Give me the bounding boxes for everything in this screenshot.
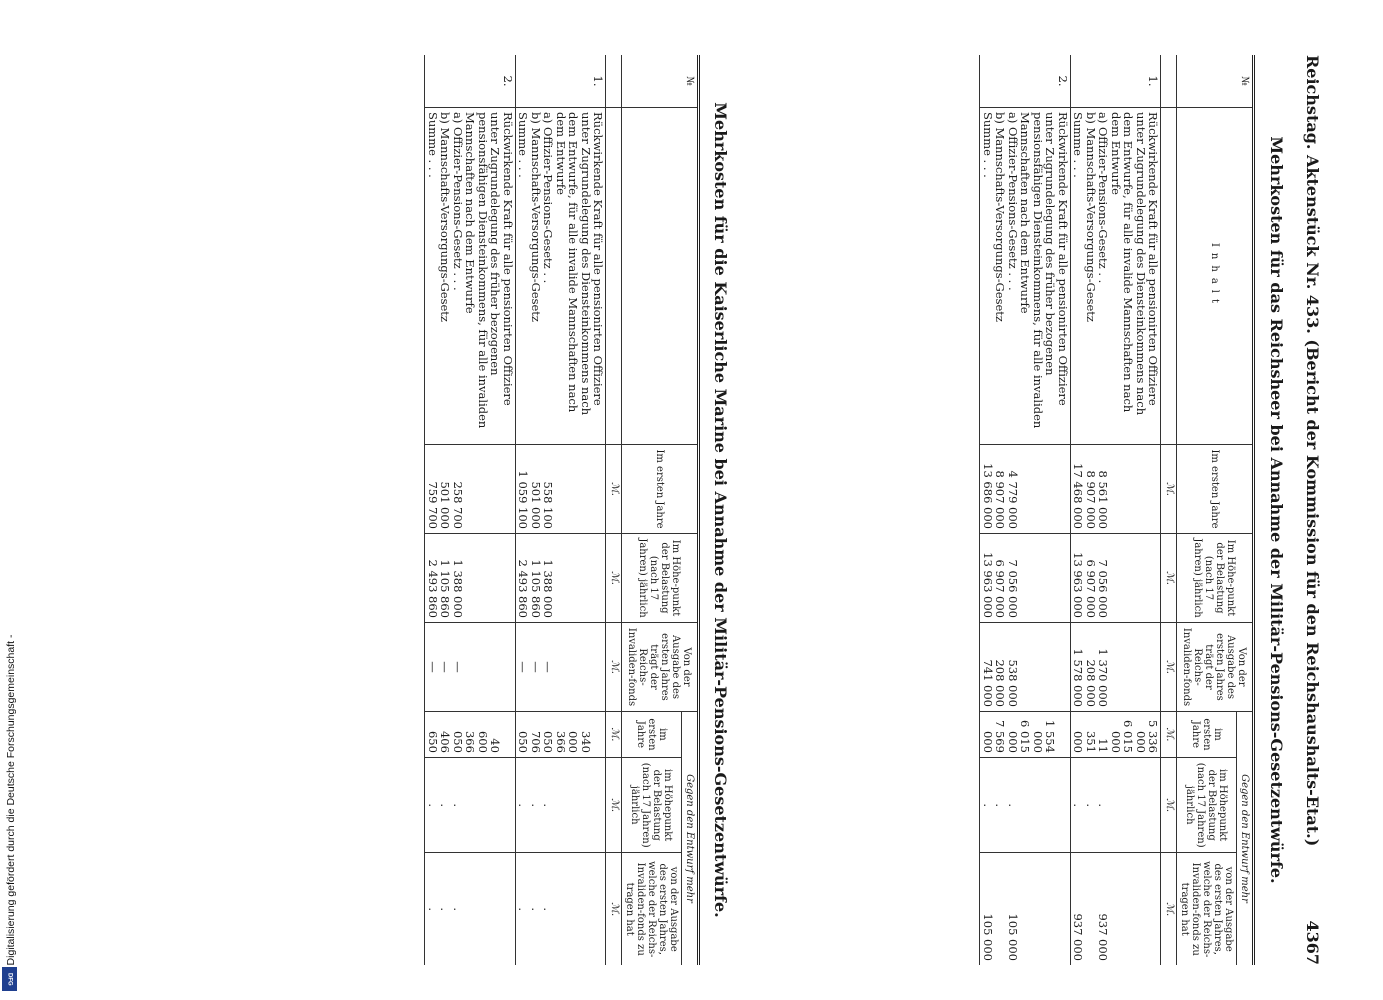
scanned-page [40, 55, 1330, 965]
cell-more-fund: 937 000 937 000 [1071, 853, 1162, 965]
cell-peak: 7 056 000 6 907 000 13 963 000 [980, 534, 1071, 623]
unit-label: ℳ. [1161, 757, 1177, 853]
col-header-fund: Von der Ausgabe des ersten Jahres trägt der Reichs-Invaliden-fonds [1177, 623, 1254, 712]
col-header-first-year: Im ersten Jahre [1177, 445, 1254, 534]
cell-fund: 538 000 208 000 741 000 [980, 623, 1071, 712]
row-content: Rückwirkende Kraft für alle pensionirten Offiziere unter Zugrundelegung des Diensteinkommens nach dem Entwurfe, für alle invalide Mannschaften nach dem Entwurfe a) Offizier-Pensions-Gesetz . . b) Mannschafts-Versorgungs-Gesetz Summe . . . [516, 108, 607, 445]
unit-label: ℳ. [1161, 445, 1177, 534]
cell-more-fund: . . . [516, 853, 607, 965]
table-row [425, 55, 516, 965]
unit-label: ℳ. [1161, 534, 1177, 623]
digitization-credit-sidebar [0, 0, 22, 1000]
page-header [1303, 55, 1322, 965]
col-header-more-peak: im Höhepunkt der Belastung (nach 17 Jahren) jährlich [1177, 757, 1237, 853]
col-header-content: Inhalt [1177, 108, 1254, 445]
cell-more-first-year: 5 336 000 6 015 000 11 351 000 [1071, 712, 1162, 758]
row-number: 2. [980, 55, 1071, 108]
cell-first-year: 258 700 501 000 759 700 [425, 445, 516, 534]
cell-fund: 1 370 000 208 000 1 578 000 [1071, 623, 1162, 712]
col-header-more-first-year: im ersten Jahre [1177, 712, 1237, 758]
table-row [980, 55, 1071, 965]
cell-more-fund: . . . [425, 853, 516, 965]
col-header-first-year: Im ersten Jahre [622, 445, 699, 534]
unit-label: ℳ. [606, 853, 622, 965]
cell-peak: 1 388 000 1 105 860 2 493 860 [516, 534, 607, 623]
cell-more-fund: 105 000 105 000 [980, 853, 1071, 965]
col-header-nr: № [1177, 55, 1254, 108]
unit-label: ℳ. [1161, 712, 1177, 758]
col-header-peak: Im Höhe-punkt der Belastung (nach 17 Jahren) jährlich [1177, 534, 1254, 623]
row-content: Rückwirkende Kraft für alle pensionirten Offiziere unter Zugrundelegung des früher bezogenen pensionsfähigen Diensteinkommens, für alle invaliden Mannschaften nach dem Entwurfe a) Offizier-Pensions-Gesetz . . . b) Mannschafts-Versorgungs-Gesetz Summe . . . [425, 108, 516, 445]
unit-label: ℳ. [606, 712, 622, 758]
cell-fund: — — — [425, 623, 516, 712]
row-number: 1. [516, 55, 607, 108]
row-content: Rückwirkende Kraft für alle pensionirten Offiziere unter Zugrundelegung des Diensteinkommens nach dem Entwurfe, für alle invalide Mannschaften nach dem Entwurfe a) Offizier-Pensions-Gesetz . . b) Mannschafts-Versorgungs-Gesetz Summe . . . [1071, 108, 1162, 445]
col-group-more: Gegen den Entwurf mehr [1237, 712, 1254, 966]
cell-more-first-year: 1 554 000 6 015 000 7 569 000 [980, 712, 1071, 758]
unit-label: ℳ. [606, 445, 622, 534]
section-title-navy: Mehrkosten für die Kaiserliche Marine bei Annahme der Militär-Pensions-Gesetzentwürfe. [711, 102, 730, 918]
page-number: 4367 [1303, 920, 1322, 965]
dfg-logo: DFG [2, 967, 17, 991]
row-content: Rückwirkende Kraft für alle pensionirten Offiziere unter Zugrundelegung des früher bezogenen pensionsfähigen Diensteinkommens, für alle invaliden Mannschaften nach dem Entwurfe a) Offizier-Pensions-Gesetz . . . b) Mannschafts-Versorgungs-Gesetz Summe . . . [980, 108, 1071, 445]
cell-first-year: 4 779 000 8 907 000 13 686 000 [980, 445, 1071, 534]
col-header-more-fund: von der Ausgabe des ersten Jahres, welche der Reichs-Invaliden-fonds zu tragen hat [1177, 853, 1237, 965]
cell-more-peak: . . . [516, 757, 607, 853]
table-row [1071, 55, 1162, 965]
col-group-more: Gegen den Entwurf mehr [682, 712, 699, 966]
table-army [980, 55, 1256, 965]
col-header-fund: Von der Ausgabe des ersten Jahres trägt der Reichs-Invaliden-fonds [622, 623, 699, 712]
unit-label: ℳ. [606, 623, 622, 712]
table-navy [425, 55, 701, 965]
running-head: Reichstag. Aktenstück Nr. 433. (Bericht der Kommission für den Reichshaushalts-Etat.) [1303, 55, 1322, 847]
col-header-nr: № [622, 55, 699, 108]
unit-label: ℳ. [606, 757, 622, 853]
col-header-more-fund: von der Ausgabe des ersten Jahres, welche der Reichs-Invaliden-fonds zu tragen hat [622, 853, 682, 965]
cell-more-peak: . . . [425, 757, 516, 853]
cell-peak: 1 388 000 1 105 860 2 493 860 [425, 534, 516, 623]
col-header-more-first-year: im ersten Jahre [622, 712, 682, 758]
cell-first-year: 558 100 501 000 1 059 100 [516, 445, 607, 534]
cell-fund: — — — [516, 623, 607, 712]
col-header-more-peak: im Höhepunkt der Belastung (nach 17 Jahren) jährlich [622, 757, 682, 853]
unit-label: ℳ. [1161, 853, 1177, 965]
cell-peak: 7 056 000 6 907 000 13 963 000 [1071, 534, 1162, 623]
table-row [516, 55, 607, 965]
col-header-peak: Im Höhe-punkt der Belastung (nach 17 Jahren) jährlich [622, 534, 699, 623]
cell-more-peak: . . . [980, 757, 1071, 853]
cell-more-first-year: 40 600 366 050 406 650 [425, 712, 516, 758]
col-header-content-empty [622, 108, 699, 445]
section-title-army: Mehrkosten für das Reichsheer bei Annahme der Militär-Pensions-Gesetzentwürfe. [1267, 136, 1286, 884]
row-number: 2. [425, 55, 516, 108]
cell-more-first-year: 340 000 366 050 706 050 [516, 712, 607, 758]
unit-label: ℳ. [1161, 623, 1177, 712]
row-number: 1. [1071, 55, 1162, 108]
cell-first-year: 8 561 000 8 907 000 17 468 000 [1071, 445, 1162, 534]
digitization-credit: Digitalisierung gefördert durch die Deutsche Forschungsgemeinschaft - [5, 634, 17, 966]
unit-label: ℳ. [606, 534, 622, 623]
cell-more-peak: . . . [1071, 757, 1162, 853]
